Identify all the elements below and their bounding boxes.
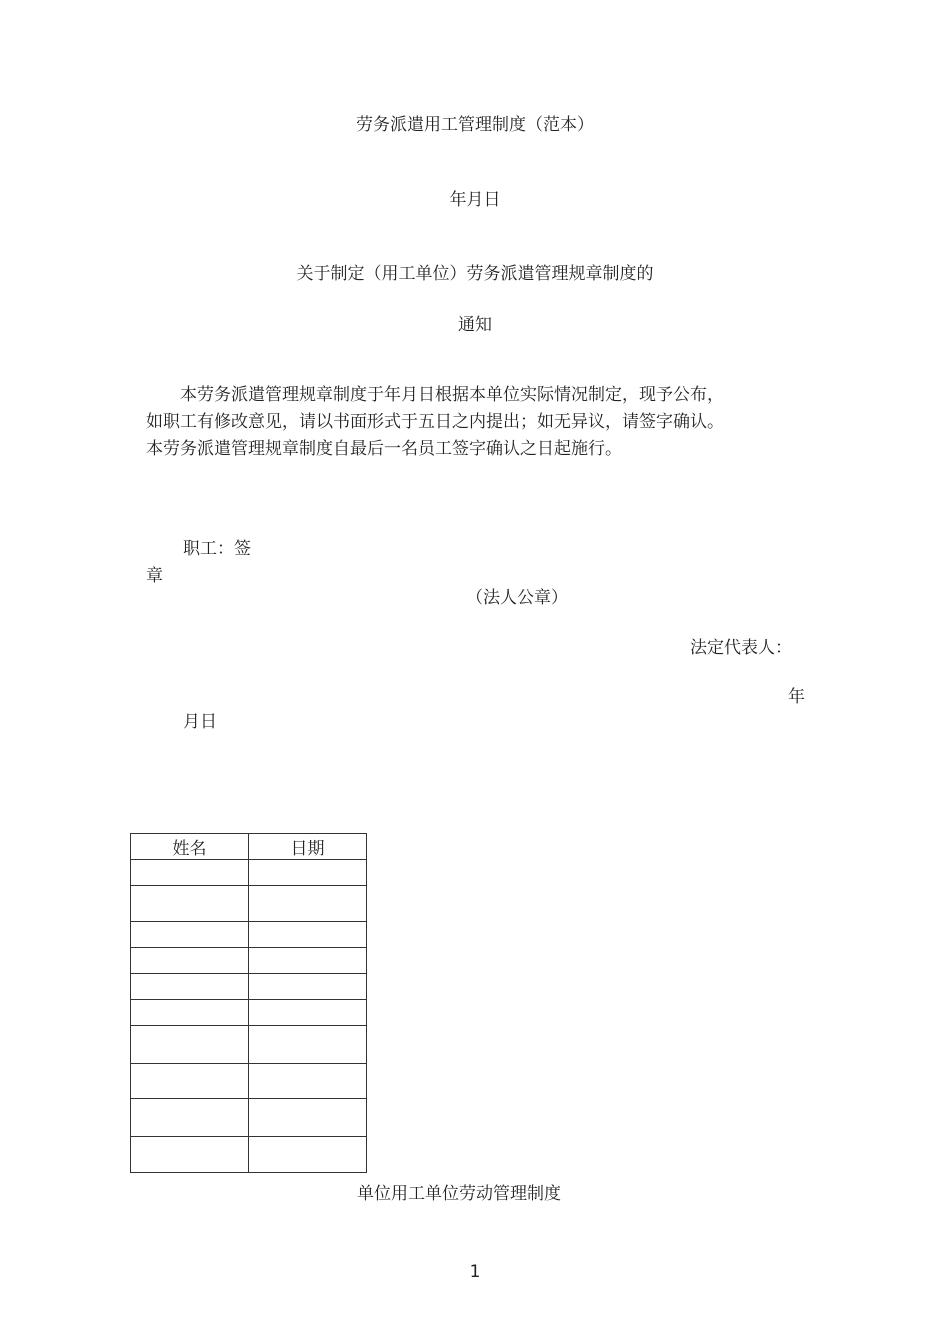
name-cell[interactable] (131, 886, 249, 922)
date-cell[interactable] (249, 922, 367, 948)
name-cell[interactable] (131, 948, 249, 974)
employee-sign-label: 职工：签 (183, 539, 251, 559)
date-cell[interactable] (249, 1137, 367, 1173)
paragraph-line: 本劳务派遣管理规章制度于年月日根据本单位实际情况制定，现予公布， (180, 385, 724, 405)
table-header-row (131, 834, 367, 860)
paragraph-line: 本劳务派遣管理规章制度自最后一名员工签字确认之日起施行。 (146, 439, 622, 459)
table-row (131, 922, 367, 948)
notice-paragraph (146, 382, 806, 463)
name-cell[interactable] (131, 1000, 249, 1026)
table-row (131, 974, 367, 1000)
name-cell[interactable] (131, 1137, 249, 1173)
date-line: 年月日 (449, 190, 501, 210)
table-row (131, 1026, 367, 1064)
name-cell[interactable] (131, 974, 249, 1000)
table-row (131, 1064, 367, 1099)
name-cell[interactable] (131, 922, 249, 948)
table-row (131, 1099, 367, 1137)
date-cell[interactable] (249, 1064, 367, 1099)
header-name: 姓名 (131, 834, 249, 860)
document-title: 劳务派遣用工管理制度（范本） (356, 115, 594, 135)
name-cell[interactable] (131, 860, 249, 886)
date-cell[interactable] (249, 974, 367, 1000)
employee-sign-label-cont: 章 (146, 566, 163, 586)
notice-title-line2: 通知 (458, 315, 492, 335)
table-row (131, 1000, 367, 1026)
table-row (131, 948, 367, 974)
year-label: 年 (788, 687, 805, 707)
table-row (131, 886, 367, 922)
table-row (131, 1137, 367, 1173)
date-cell[interactable] (249, 860, 367, 886)
paragraph-line: 如职工有修改意见，请以书面形式于五日之内提出；如无异议，请签字确认。 (146, 412, 724, 432)
date-cell[interactable] (249, 1026, 367, 1064)
date-cell[interactable] (249, 948, 367, 974)
name-cell[interactable] (131, 1026, 249, 1064)
page-number: 1 (469, 1262, 481, 1282)
table-row (131, 860, 367, 886)
header-date: 日期 (249, 834, 367, 860)
date-cell[interactable] (249, 1099, 367, 1137)
date-cell[interactable] (249, 886, 367, 922)
legal-seal-label: （法人公章） (466, 588, 568, 608)
month-day-label: 月日 (183, 712, 217, 732)
name-cell[interactable] (131, 1064, 249, 1099)
footer-title: 单位用工单位劳动管理制度 (357, 1184, 561, 1204)
date-cell[interactable] (249, 1000, 367, 1026)
notice-title-line1: 关于制定（用工单位）劳务派遣管理规章制度的 (296, 264, 654, 284)
name-cell[interactable] (131, 1099, 249, 1137)
signature-table (130, 833, 367, 1173)
legal-representative-label: 法定代表人： (690, 638, 792, 658)
